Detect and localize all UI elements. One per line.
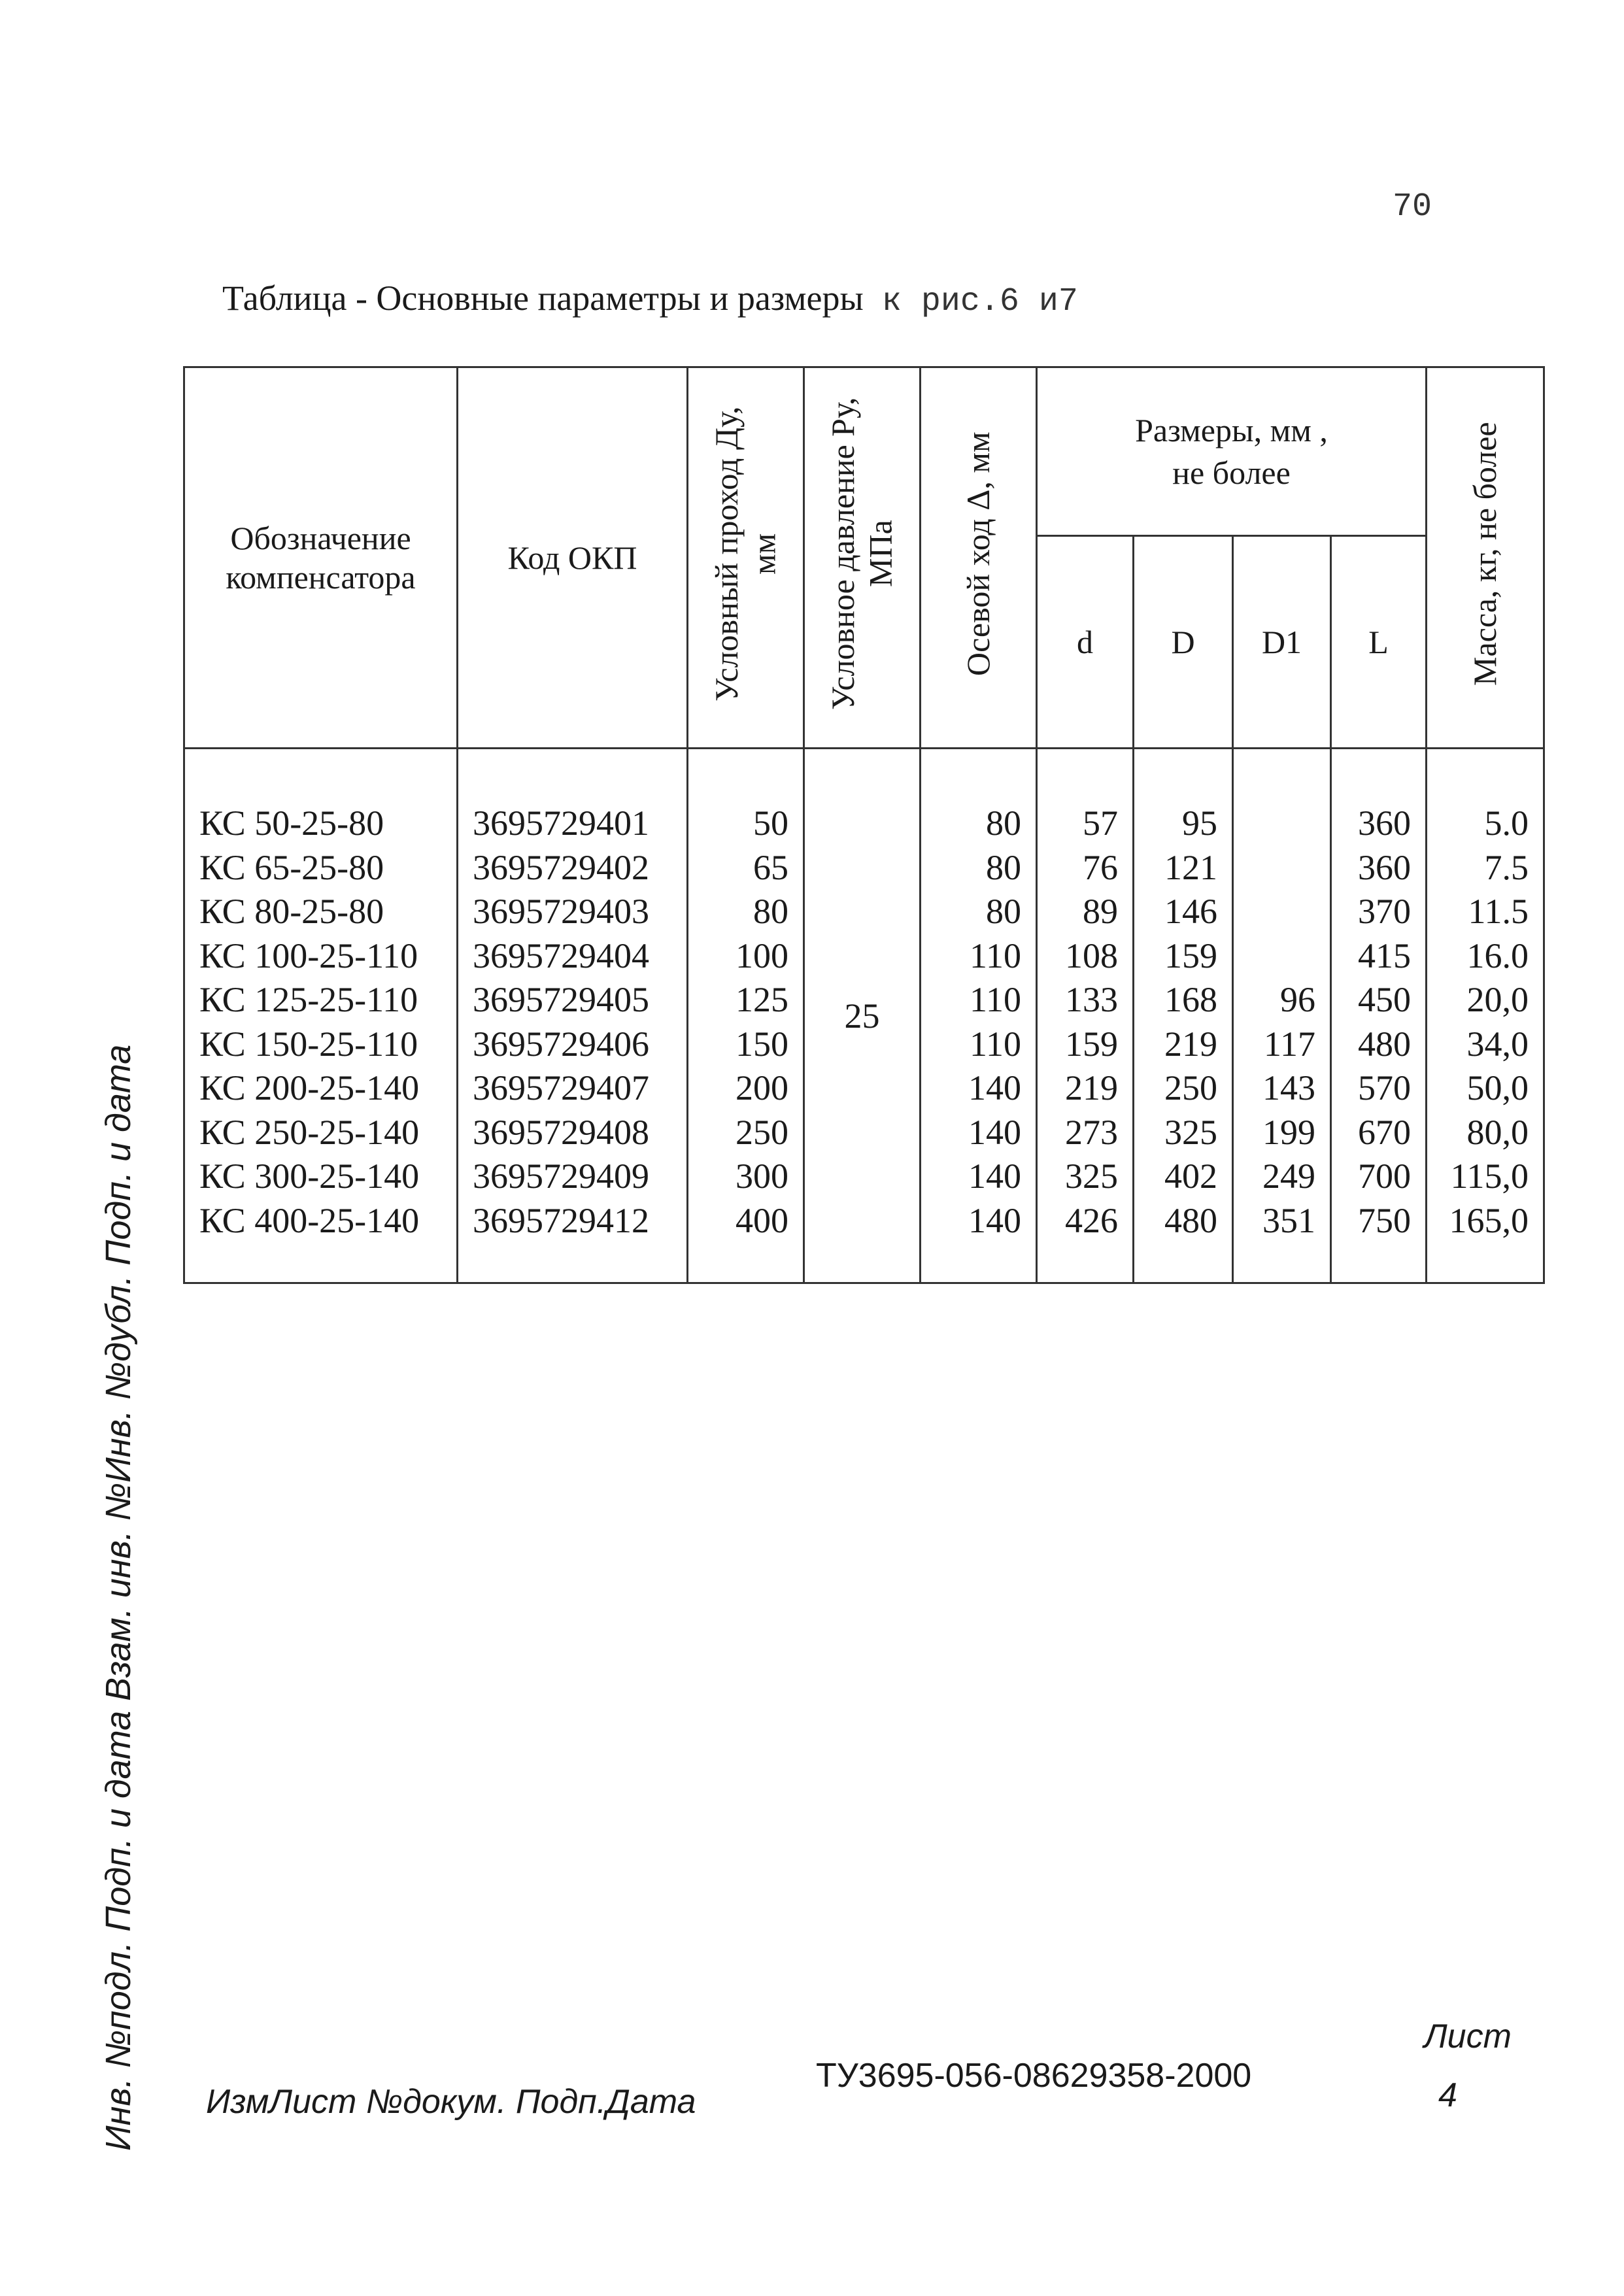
table-cell-okp: 3695729405 — [473, 980, 649, 1019]
table-cell-mass: 5.0 — [1484, 803, 1529, 843]
table-cell-D1: 117 — [1264, 1024, 1315, 1064]
table-cell-designation: КС 400-25-140 — [199, 1200, 420, 1240]
table-cell-okp: 3695729409 — [473, 1156, 649, 1196]
column-d — [1037, 749, 1134, 1283]
table-cell-mass: 50,0 — [1466, 1068, 1529, 1107]
table-cell-D1 — [1234, 890, 1315, 934]
table-cell-d: 426 — [1065, 1200, 1118, 1240]
table-cell-dn: 250 — [736, 1112, 788, 1152]
table-cell-D1: 96 — [1280, 980, 1315, 1019]
table-cell-dn: 100 — [736, 936, 788, 975]
table-cell-D1: 351 — [1262, 1200, 1315, 1240]
table-cell-okp: 3695729404 — [473, 936, 649, 975]
table-cell-okp: 3695729401 — [473, 803, 649, 843]
document-number: ТУ3695-056-08629358-2000 — [816, 2057, 1252, 2095]
table-cell-L: 700 — [1358, 1156, 1412, 1196]
table-cell-stroke: 110 — [970, 980, 1021, 1019]
caption-handwritten-note: к рис.6 и7 — [881, 283, 1078, 320]
table-cell-D: 95 — [1182, 803, 1217, 843]
table-cell-stroke: 140 — [968, 1156, 1021, 1196]
table-cell-D: 168 — [1164, 980, 1217, 1019]
header-L: L — [1331, 536, 1427, 749]
header-nominal-pressure: Условное давление Ру, МПа — [804, 367, 921, 749]
header-okp-code: Код ОКП — [458, 367, 688, 749]
table-cell-D1: 199 — [1262, 1112, 1315, 1152]
table-cell-stroke: 80 — [986, 803, 1021, 843]
table-caption — [222, 278, 1078, 320]
table-cell-mass: 115,0 — [1450, 1156, 1529, 1196]
table-cell-D: 325 — [1164, 1112, 1217, 1152]
table-cell-d: 325 — [1065, 1156, 1118, 1196]
table-cell-d: 57 — [1083, 803, 1118, 843]
table-cell-stroke: 80 — [986, 892, 1021, 931]
column-D1 — [1233, 749, 1331, 1283]
table-cell-okp: 3695729407 — [473, 1068, 649, 1107]
table-cell-designation: КС 125-25-110 — [199, 980, 418, 1019]
table-cell-designation: КС 50-25-80 — [199, 803, 384, 843]
column-nominal-bore — [688, 749, 804, 1283]
sheet-number: 4 — [1438, 2076, 1457, 2114]
table-cell-D1 — [1234, 802, 1315, 846]
table-cell-d: 76 — [1083, 847, 1118, 887]
table-cell-d: 108 — [1065, 936, 1118, 975]
table-cell-dn: 50 — [753, 803, 788, 843]
column-axial-stroke — [921, 749, 1037, 1283]
table-cell-L: 570 — [1358, 1068, 1412, 1107]
table-cell-dn: 125 — [736, 980, 788, 1019]
table-cell-designation: КС 150-25-110 — [199, 1024, 418, 1064]
table-cell-L: 415 — [1358, 936, 1412, 975]
table-cell-L: 480 — [1358, 1024, 1412, 1064]
table-cell-dn: 80 — [753, 892, 788, 931]
table-cell-stroke: 140 — [968, 1112, 1021, 1152]
table-cell-d: 159 — [1065, 1024, 1118, 1064]
table-cell-stroke: 80 — [986, 847, 1021, 887]
table-cell-designation: КС 80-25-80 — [199, 892, 384, 931]
header-axial-stroke: Осевой ход Δ, мм — [921, 367, 1037, 749]
table-cell-okp: 3695729406 — [473, 1024, 649, 1064]
table-body-row — [184, 749, 1544, 1283]
table-cell-L: 360 — [1358, 803, 1412, 843]
table-cell-dn: 150 — [736, 1024, 788, 1064]
table-cell-designation: КС 200-25-140 — [199, 1068, 420, 1107]
table-cell-dn: 200 — [736, 1068, 788, 1107]
table-cell-okp: 3695729402 — [473, 847, 649, 887]
table-cell-okp: 3695729403 — [473, 892, 649, 931]
table-cell-mass: 80,0 — [1466, 1112, 1529, 1152]
header-mass: Масса, кг, не более — [1427, 367, 1544, 749]
table-cell-stroke: 140 — [968, 1200, 1021, 1240]
header-D1: D1 — [1233, 536, 1331, 749]
header-dimensions: Размеры, мм , не более — [1037, 367, 1427, 536]
table-cell-designation: КС 100-25-110 — [199, 936, 418, 975]
nominal-pressure-value: 25 — [804, 749, 921, 1283]
table-cell-okp: 3695729412 — [473, 1200, 649, 1240]
table-cell-L: 450 — [1358, 980, 1412, 1019]
table-cell-mass: 165,0 — [1449, 1200, 1529, 1240]
table-cell-dn: 400 — [736, 1200, 788, 1240]
page-number: 70 — [1393, 188, 1432, 226]
table-cell-designation: КС 65-25-80 — [199, 847, 384, 887]
table-cell-stroke: 110 — [970, 1024, 1021, 1064]
table-cell-D: 121 — [1164, 847, 1217, 887]
table-cell-L: 750 — [1358, 1200, 1412, 1240]
table-cell-d: 89 — [1083, 892, 1118, 931]
column-designation — [184, 749, 458, 1283]
table-cell-dn: 300 — [736, 1156, 788, 1196]
table-cell-D: 146 — [1164, 892, 1217, 931]
table-cell-d: 273 — [1065, 1112, 1118, 1152]
side-stamp-strip: Инв. №подл. Подп. и дата Взам. инв. №Инв. №дубл. Подп. и дата — [99, 1044, 138, 2151]
header-nominal-bore: Условный проход Ду, мм — [688, 367, 804, 749]
table-cell-D1: 143 — [1262, 1068, 1315, 1107]
column-mass — [1427, 749, 1544, 1283]
table-cell-D: 402 — [1164, 1156, 1217, 1196]
table-cell-d: 133 — [1065, 980, 1118, 1019]
table-cell-mass: 34,0 — [1466, 1024, 1529, 1064]
table-cell-D: 480 — [1164, 1200, 1217, 1240]
table-cell-D1: 249 — [1262, 1156, 1315, 1196]
table-cell-D1 — [1234, 846, 1315, 890]
table-cell-mass: 7.5 — [1484, 847, 1529, 887]
header-d: d — [1037, 536, 1134, 749]
table-cell-okp: 3695729408 — [473, 1112, 649, 1152]
header-D: D — [1134, 536, 1233, 749]
table-cell-D: 219 — [1164, 1024, 1217, 1064]
sheet-label: Лист — [1424, 2017, 1512, 2055]
table-cell-L: 370 — [1358, 892, 1412, 931]
column-L — [1331, 749, 1427, 1283]
table-cell-dn: 65 — [753, 847, 788, 887]
table-cell-D1 — [1234, 934, 1315, 979]
table-cell-stroke: 140 — [968, 1068, 1021, 1107]
caption-title: Таблица - Основные параметры и размеры — [222, 279, 864, 318]
table-cell-mass: 20,0 — [1466, 980, 1529, 1019]
table-cell-L: 670 — [1358, 1112, 1412, 1152]
table-cell-d: 219 — [1065, 1068, 1118, 1107]
stamp-columns: ИзмЛист №докум. Подп.Дата — [206, 2083, 696, 2121]
table-cell-mass: 11.5 — [1468, 892, 1529, 931]
table-cell-designation: КС 300-25-140 — [199, 1156, 420, 1196]
table-cell-D: 159 — [1164, 936, 1217, 975]
column-D — [1134, 749, 1233, 1283]
parameters-table — [183, 366, 1545, 1284]
table-cell-designation: КС 250-25-140 — [199, 1112, 420, 1152]
table-cell-L: 360 — [1358, 847, 1412, 887]
table-cell-stroke: 110 — [970, 936, 1021, 975]
column-okp-code — [458, 749, 688, 1283]
table-cell-mass: 16.0 — [1466, 936, 1529, 975]
table-cell-D: 250 — [1164, 1068, 1217, 1107]
header-designation: Обозначение компенсатора — [184, 367, 458, 749]
